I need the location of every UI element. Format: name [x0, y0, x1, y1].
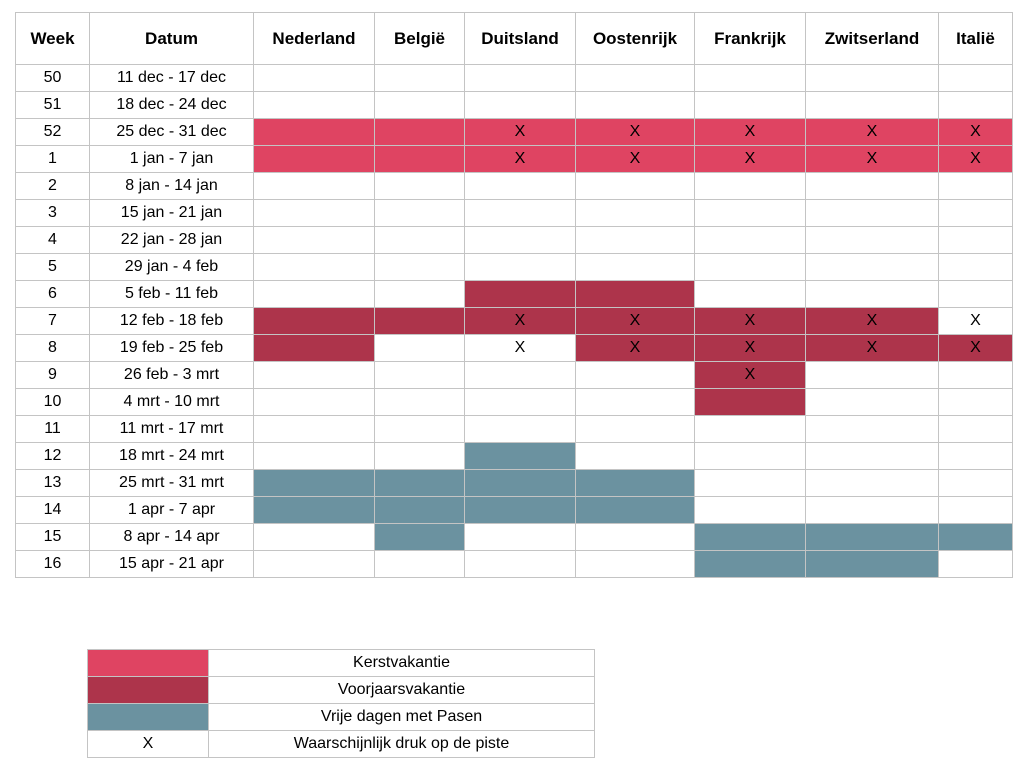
country-cell	[254, 443, 375, 470]
country-cell	[254, 524, 375, 551]
date-cell: 25 mrt - 31 mrt	[90, 470, 254, 497]
country-cell	[576, 200, 695, 227]
table-row	[16, 281, 1013, 308]
country-cell	[695, 443, 806, 470]
legend-label: Voorjaarsvakantie	[209, 677, 595, 704]
country-cell	[254, 200, 375, 227]
country-cell: X	[806, 146, 939, 173]
legend-label: Waarschijnlijk druk op de piste	[209, 731, 595, 758]
country-cell	[695, 200, 806, 227]
country-cell	[806, 389, 939, 416]
country-cell	[576, 173, 695, 200]
header-belgie: België	[375, 13, 465, 65]
country-cell	[465, 389, 576, 416]
country-cell	[375, 227, 465, 254]
country-cell	[695, 227, 806, 254]
week-cell: 1	[16, 146, 90, 173]
week-cell: 2	[16, 173, 90, 200]
country-cell	[254, 146, 375, 173]
week-cell: 5	[16, 254, 90, 281]
country-cell	[695, 497, 806, 524]
week-cell: 52	[16, 119, 90, 146]
country-cell	[375, 119, 465, 146]
table-row	[16, 470, 1013, 497]
legend-swatch	[88, 650, 209, 677]
legend-swatch: X	[88, 731, 209, 758]
week-cell: 8	[16, 335, 90, 362]
header-nederland: Nederland	[254, 13, 375, 65]
table-row	[16, 416, 1013, 443]
country-cell	[465, 254, 576, 281]
country-cell	[695, 254, 806, 281]
country-cell	[375, 146, 465, 173]
date-cell: 8 apr - 14 apr	[90, 524, 254, 551]
country-cell: X	[465, 119, 576, 146]
country-cell: X	[576, 335, 695, 362]
country-cell	[254, 308, 375, 335]
country-cell	[465, 524, 576, 551]
country-cell	[695, 389, 806, 416]
country-cell	[695, 92, 806, 119]
country-cell	[576, 443, 695, 470]
header-frankrijk: Frankrijk	[695, 13, 806, 65]
country-cell	[806, 227, 939, 254]
country-cell	[576, 470, 695, 497]
legend-label: Vrije dagen met Pasen	[209, 704, 595, 731]
country-cell	[465, 362, 576, 389]
country-cell	[939, 362, 1013, 389]
country-cell: X	[695, 335, 806, 362]
country-cell	[806, 416, 939, 443]
table-row	[16, 254, 1013, 281]
week-cell: 50	[16, 65, 90, 92]
legend-row	[88, 650, 595, 677]
country-cell: X	[806, 308, 939, 335]
country-cell	[254, 254, 375, 281]
country-cell	[576, 389, 695, 416]
legend-swatch	[88, 677, 209, 704]
country-cell	[254, 173, 375, 200]
week-cell: 6	[16, 281, 90, 308]
week-cell: 9	[16, 362, 90, 389]
week-cell: 10	[16, 389, 90, 416]
country-cell	[375, 443, 465, 470]
legend-row	[88, 677, 595, 704]
date-cell: 15 apr - 21 apr	[90, 551, 254, 578]
legend-body	[88, 650, 595, 758]
country-cell	[806, 65, 939, 92]
table-row	[16, 308, 1013, 335]
country-cell	[939, 254, 1013, 281]
country-cell	[695, 524, 806, 551]
country-cell	[375, 65, 465, 92]
country-cell	[254, 119, 375, 146]
country-cell: X	[576, 308, 695, 335]
country-cell	[576, 92, 695, 119]
country-cell	[695, 281, 806, 308]
week-cell: 51	[16, 92, 90, 119]
date-cell: 15 jan - 21 jan	[90, 200, 254, 227]
country-cell	[465, 470, 576, 497]
header-duitsland: Duitsland	[465, 13, 576, 65]
country-cell	[576, 497, 695, 524]
date-cell: 1 apr - 7 apr	[90, 497, 254, 524]
legend-row	[88, 704, 595, 731]
table-row	[16, 92, 1013, 119]
week-cell: 4	[16, 227, 90, 254]
country-cell	[939, 389, 1013, 416]
country-cell: X	[695, 146, 806, 173]
country-cell	[375, 416, 465, 443]
country-cell: X	[939, 335, 1013, 362]
country-cell	[939, 524, 1013, 551]
table-row	[16, 524, 1013, 551]
header-datum: Datum	[90, 13, 254, 65]
country-cell	[576, 227, 695, 254]
week-cell: 14	[16, 497, 90, 524]
table-row	[16, 443, 1013, 470]
country-cell	[465, 92, 576, 119]
country-cell	[254, 65, 375, 92]
country-cell: X	[465, 335, 576, 362]
country-cell	[465, 551, 576, 578]
country-cell	[375, 470, 465, 497]
header-zwitserland: Zwitserland	[806, 13, 939, 65]
country-cell	[465, 443, 576, 470]
country-cell	[465, 173, 576, 200]
country-cell	[939, 65, 1013, 92]
country-cell: X	[939, 308, 1013, 335]
country-cell	[375, 254, 465, 281]
country-cell	[576, 416, 695, 443]
country-cell	[576, 524, 695, 551]
week-cell: 12	[16, 443, 90, 470]
country-cell	[375, 200, 465, 227]
week-cell: 3	[16, 200, 90, 227]
vacation-schedule-table	[15, 12, 1013, 578]
table-row	[16, 335, 1013, 362]
country-cell: X	[695, 308, 806, 335]
country-cell	[939, 92, 1013, 119]
country-cell: X	[576, 119, 695, 146]
country-cell: X	[465, 308, 576, 335]
country-cell	[254, 362, 375, 389]
country-cell	[254, 281, 375, 308]
country-cell	[806, 524, 939, 551]
legend-label: Kerstvakantie	[209, 650, 595, 677]
date-cell: 12 feb - 18 feb	[90, 308, 254, 335]
country-cell	[806, 92, 939, 119]
country-cell: X	[465, 146, 576, 173]
country-cell	[254, 389, 375, 416]
country-cell	[465, 281, 576, 308]
country-cell	[576, 65, 695, 92]
table-row	[16, 146, 1013, 173]
country-cell: X	[695, 362, 806, 389]
country-cell	[695, 416, 806, 443]
date-cell: 26 feb - 3 mrt	[90, 362, 254, 389]
table-row	[16, 227, 1013, 254]
date-cell: 4 mrt - 10 mrt	[90, 389, 254, 416]
country-cell	[254, 92, 375, 119]
country-cell	[806, 362, 939, 389]
country-cell	[806, 443, 939, 470]
header-italie: Italië	[939, 13, 1013, 65]
table-row	[16, 389, 1013, 416]
table-row	[16, 551, 1013, 578]
country-cell	[375, 497, 465, 524]
week-cell: 16	[16, 551, 90, 578]
schedule-body	[16, 65, 1013, 578]
date-cell: 8 jan - 14 jan	[90, 173, 254, 200]
table-row	[16, 173, 1013, 200]
week-cell: 15	[16, 524, 90, 551]
country-cell	[375, 308, 465, 335]
country-cell	[465, 227, 576, 254]
country-cell: X	[806, 335, 939, 362]
header-row	[16, 13, 1013, 65]
date-cell: 11 dec - 17 dec	[90, 65, 254, 92]
date-cell: 29 jan - 4 feb	[90, 254, 254, 281]
country-cell	[939, 227, 1013, 254]
week-cell: 7	[16, 308, 90, 335]
country-cell	[806, 173, 939, 200]
country-cell	[806, 470, 939, 497]
country-cell	[695, 65, 806, 92]
country-cell: X	[939, 146, 1013, 173]
date-cell: 19 feb - 25 feb	[90, 335, 254, 362]
country-cell	[375, 524, 465, 551]
week-cell: 11	[16, 416, 90, 443]
country-cell	[465, 497, 576, 524]
table-row	[16, 497, 1013, 524]
country-cell	[939, 200, 1013, 227]
country-cell	[375, 281, 465, 308]
country-cell	[939, 470, 1013, 497]
country-cell	[939, 443, 1013, 470]
country-cell	[254, 416, 375, 443]
legend-swatch	[88, 704, 209, 731]
country-cell	[254, 497, 375, 524]
table-row	[16, 65, 1013, 92]
country-cell	[375, 173, 465, 200]
date-cell: 18 mrt - 24 mrt	[90, 443, 254, 470]
week-cell: 13	[16, 470, 90, 497]
country-cell	[806, 254, 939, 281]
country-cell	[806, 497, 939, 524]
country-cell	[576, 281, 695, 308]
country-cell	[465, 65, 576, 92]
country-cell	[939, 551, 1013, 578]
country-cell	[375, 92, 465, 119]
country-cell	[806, 281, 939, 308]
country-cell	[375, 362, 465, 389]
country-cell	[939, 281, 1013, 308]
country-cell	[465, 416, 576, 443]
country-cell: X	[806, 119, 939, 146]
country-cell	[806, 200, 939, 227]
date-cell: 25 dec - 31 dec	[90, 119, 254, 146]
country-cell	[576, 551, 695, 578]
country-cell	[465, 200, 576, 227]
country-cell	[806, 551, 939, 578]
country-cell	[695, 470, 806, 497]
country-cell	[254, 335, 375, 362]
country-cell	[375, 551, 465, 578]
country-cell	[375, 335, 465, 362]
table-row	[16, 362, 1013, 389]
country-cell	[939, 173, 1013, 200]
country-cell: X	[939, 119, 1013, 146]
country-cell	[576, 254, 695, 281]
country-cell	[254, 470, 375, 497]
country-cell	[939, 497, 1013, 524]
country-cell	[695, 173, 806, 200]
country-cell	[576, 362, 695, 389]
country-cell	[375, 389, 465, 416]
date-cell: 5 feb - 11 feb	[90, 281, 254, 308]
country-cell	[939, 416, 1013, 443]
country-cell: X	[695, 119, 806, 146]
country-cell	[254, 551, 375, 578]
date-cell: 11 mrt - 17 mrt	[90, 416, 254, 443]
country-cell	[695, 551, 806, 578]
header-oostenrijk: Oostenrijk	[576, 13, 695, 65]
header-week: Week	[16, 13, 90, 65]
country-cell	[254, 227, 375, 254]
legend-row	[88, 731, 595, 758]
legend-table	[87, 649, 595, 758]
date-cell: 18 dec - 24 dec	[90, 92, 254, 119]
date-cell: 1 jan - 7 jan	[90, 146, 254, 173]
table-row	[16, 200, 1013, 227]
date-cell: 22 jan - 28 jan	[90, 227, 254, 254]
table-row	[16, 119, 1013, 146]
country-cell: X	[576, 146, 695, 173]
